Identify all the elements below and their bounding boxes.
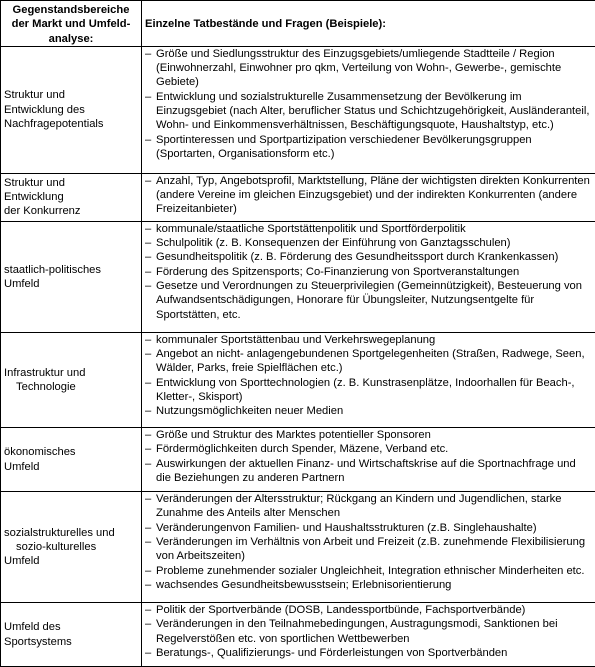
list-item: – Nutzungsmöglichkeiten neuer Medien [145,404,592,418]
item-list [145,428,592,485]
list-item: – Anzahl, Typ, Angebotsprofil, Marktstellung, Pläne der wichtigsten direkten Konkurrenten (andere Vereine im gleichen Einzugsgebiet) und der indirekten Konkurrenten (andere Freizeitanbieter) [145,174,592,217]
area-label-line: Umfeld [4,555,40,568]
item-list [145,333,592,419]
table-row [1,332,595,427]
area-label-line: sozio-kulturelles [16,540,97,553]
item-list [145,492,592,592]
table-row [1,221,595,332]
item-list [145,603,592,660]
list-item: – Entwicklung und sozialstrukturelle Zusammensetzung der Bevölkerung im Einzugsgebiet (nach Alter, beruflicher Status und Schichtzugehörigkeit, Ausländeranteil, Wohn- und Einkommensverhältnissen, Beschäftigungsquote, Haushaltstyp, etc.) [145,90,592,133]
list-item: – Gesetze und Verordnungen zu Steuerprivilegien (Gemeinnützigkeit), Besteuerung von Aufwandsentschädigungen, Honorare für Übungsleiter, Nutzungsentgelte für Sportstätten, etc. [145,279,592,322]
list-item: – Schulpolitik (z. B. Konsequenzen der Einführung von Ganztagsschulen) [145,236,592,250]
area-cell [1,492,142,603]
area-label-line: der Konkurrenz [4,205,81,218]
items-cell [142,492,595,603]
table-row [1,603,595,667]
list-item: – Gesundheitspolitik (z. B. Förderung des Gesundheitssport durch Krankenkassen) [145,250,592,264]
area-label-line: sozialstrukturelles und [4,526,115,539]
table-body [1,46,595,666]
list-item: – Beratungs-, Qualifizierungs- und Förderleistungen von Sportverbänden [145,646,592,660]
area-label-line: staatlich-politisches [4,263,102,276]
list-item: – Auswirkungen der aktuellen Finanz- und Wirtschaftskrise auf die Sportnachfrage und die Beziehungen zu anderen Partnern [145,457,592,486]
area-label-line: Entwicklung des [4,103,85,116]
list-item: – Entwicklung von Sporttechnologien (z. B. Kunstrasenplätze, Indoorhallen für Beach-, Kletter-, Skisport) [145,376,592,405]
list-item: – wachsendes Gesundheitsbewusstsein; Erlebnisorientierung [145,578,592,592]
table-row [1,428,595,492]
area-label-line: Infrastruktur und [4,366,86,379]
area-label-line: Sportsystems [4,635,72,648]
items-cell [142,428,595,492]
items-cell [142,332,595,427]
list-item: – Sportinteressen und Sportpartizipation verschiedener Bevölkerungsgruppen (Sportarten, Organisationsform etc.) [145,133,592,162]
list-item: – Veränderungen in den Teilnahmebedingungen, Austragungsmodi, Sanktionen bei Regelverstößen etc. von sportlichen Wettbewerben [145,617,592,646]
area-label-line: Struktur und [4,89,65,102]
area-label-line: Technologie [16,380,76,393]
list-item: – kommunaler Sportstättenbau und Verkehrswegeplanung [145,333,592,347]
items-cell [142,173,595,221]
header-areas: Gegenstandsbereiche der Markt und Umfeld-analyse: [1,1,142,47]
area-label-line: Entwicklung [4,191,64,204]
table-row [1,46,595,173]
list-item: – Probleme zunehmender sozialer Ungleichheit, Integration ethnischer Minderheiten etc. [145,564,592,578]
item-list [145,47,592,161]
item-list [145,222,592,322]
list-item: – Veränderungenvon Familien- und Haushaltsstrukturen (z.B. Singlehaushalte) [145,521,592,535]
area-label-line: Umfeld des [4,621,61,634]
area-cell [1,428,142,492]
list-item: – Veränderungen der Altersstruktur; Rückgang an Kindern und Jugendlichen, starke Zunahme des Anteils alter Menschen [145,492,592,521]
area-cell [1,173,142,221]
table-header-row [1,1,595,47]
list-item: – Politik der Sportverbände (DOSB, Landessportbünde, Fachsportverbände) [145,603,592,617]
table-row [1,173,595,221]
area-label-line: Umfeld [4,277,40,290]
area-cell [1,46,142,173]
area-label-line: Umfeld [4,460,40,473]
list-item: – Fördermöglichkeiten durch Spender, Mäzene, Verband etc. [145,442,592,456]
list-item: – kommunale/staatliche Sportstättenpolitik und Sportförderpolitik [145,222,592,236]
area-label-line: ökonomisches [4,446,76,459]
items-cell [142,221,595,332]
area-cell [1,221,142,332]
table-row [1,492,595,603]
area-cell [1,603,142,667]
item-list [145,174,592,217]
list-item: – Veränderungen im Verhältnis von Arbeit und Freizeit (z.B. zunehmende Flexibilisierung von Arbeitszeiten) [145,535,592,564]
list-item: – Größe und Struktur des Marktes potentieller Sponsoren [145,428,592,442]
area-label-line: Nachfragepotentials [4,117,104,130]
area-cell [1,332,142,427]
area-label-line: Struktur und [4,176,65,189]
items-cell [142,46,595,173]
list-item: – Größe und Siedlungsstruktur des Einzugsgebiets/umliegende Stadtteile / Region (Einwohnerzahl, Einwohner pro qkm, Verteilung von Wohn-, Gewerbe-, gemischte Gebiete) [145,47,592,90]
list-item: – Angebot an nicht- anlagengebundenen Sportgelegenheiten (Straßen, Radwege, Seen, Wälder, Parks, freie Spielflächen etc.) [145,347,592,376]
header-facts-questions: Einzelne Tatbestände und Fragen (Beispiele): [142,1,595,47]
list-item: – Förderung des Spitzensports; Co-Finanzierung von Sportveranstaltungen [145,265,592,279]
items-cell [142,603,595,667]
